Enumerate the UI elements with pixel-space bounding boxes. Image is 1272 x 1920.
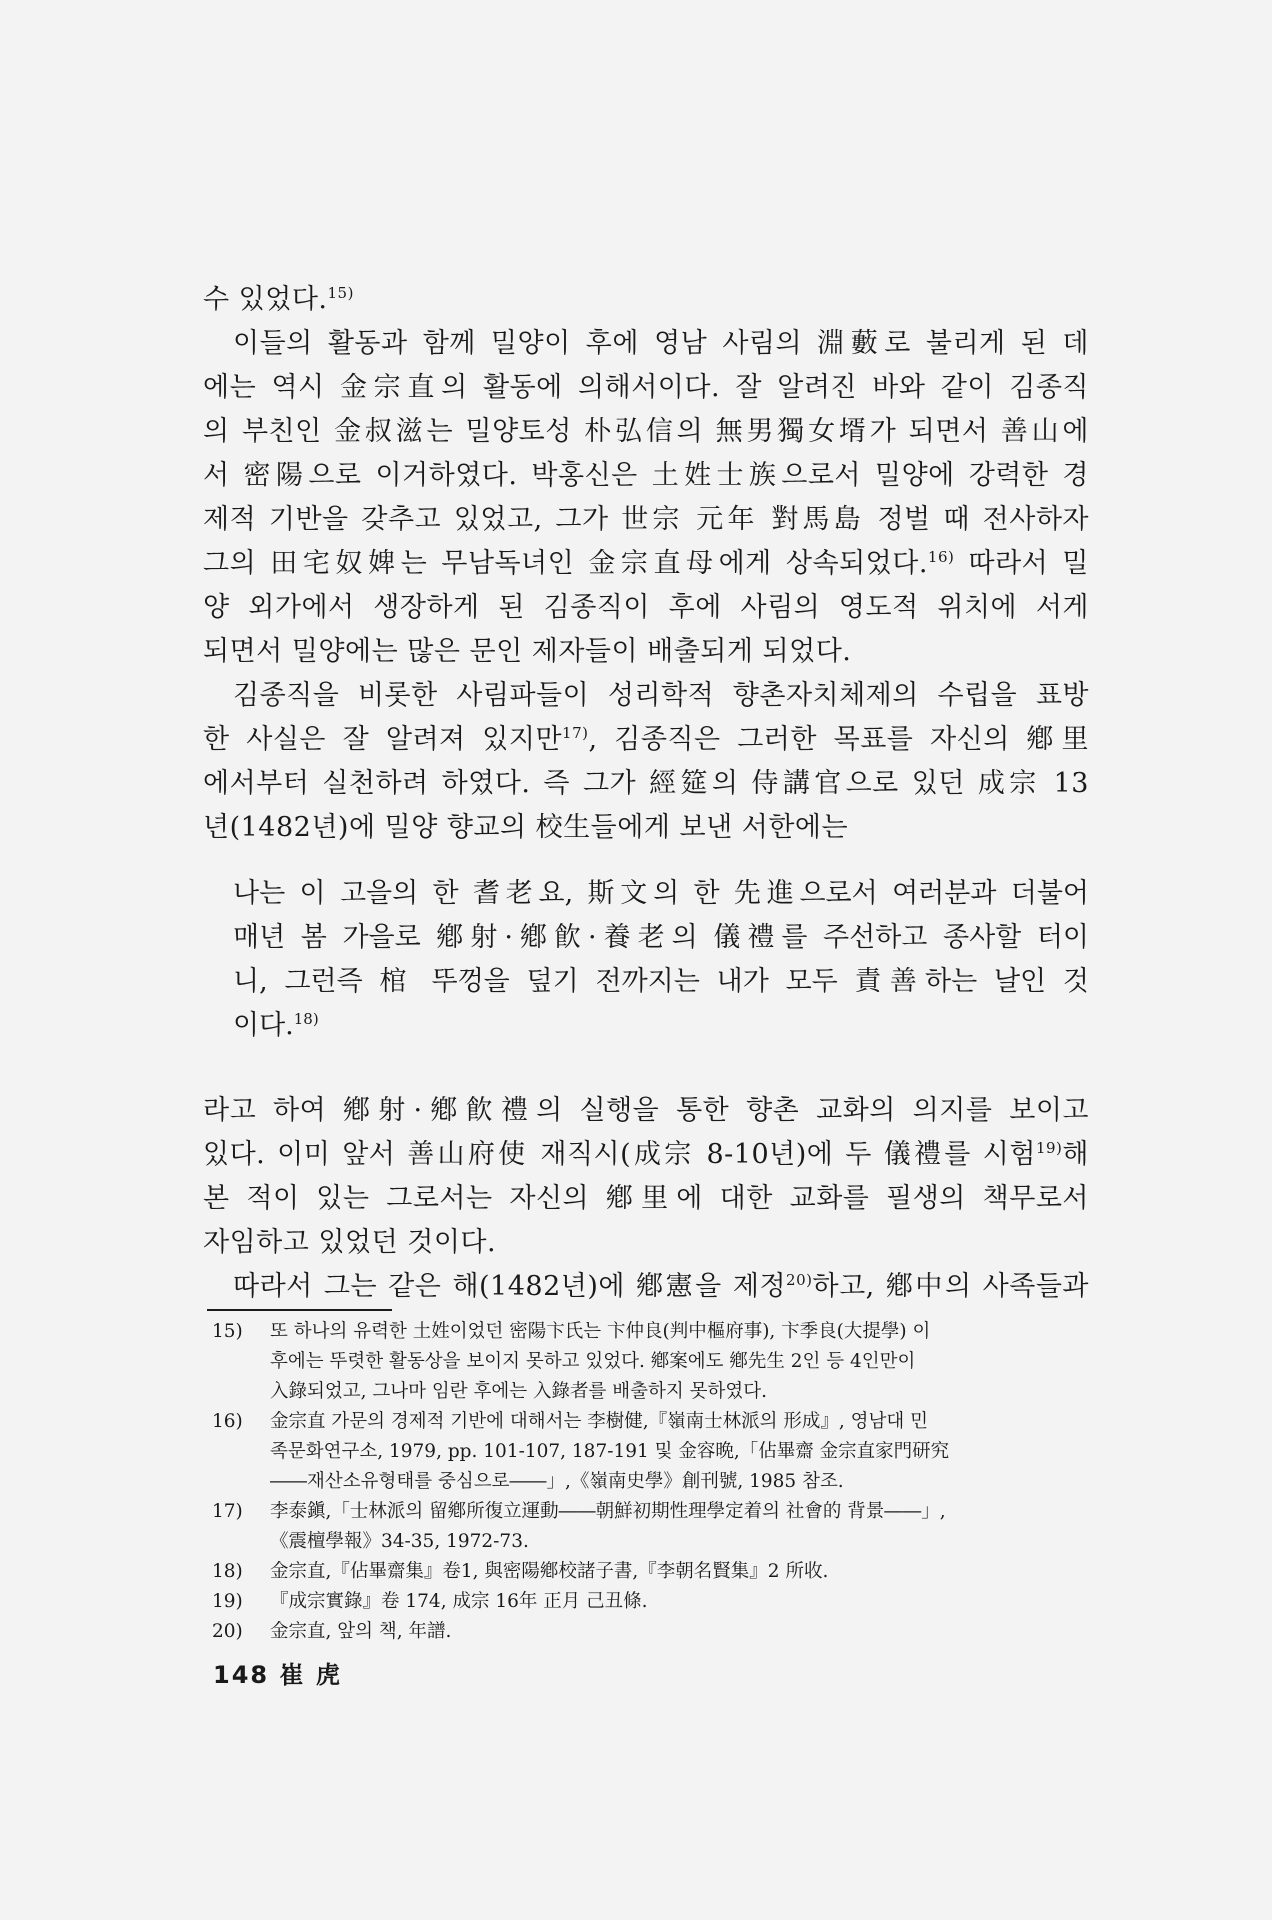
text-line: 그의 田宅奴婢는 무남독녀인 金宗直母에게 상속되었다.$^{16)}$ 따라서 밀 (203, 548, 1089, 579)
text-line: 에서부터 실천하려 하였다. 즉 그가 經筵의 侍講官으로 있던 成宗 13 (203, 768, 1089, 799)
footnote-16: 16) 金宗直 가문의 경제적 기반에 대해서는 李樹健,『嶺南士林派의 形成』, 영남대 민 (212, 1411, 928, 1432)
footnote-line: 족문화연구소, 1979, pp. 101-107, 187-191 및 金容晩,「佔畢齋 金宗直家門研究 (270, 1441, 950, 1462)
text-line: 되면서 밀양에는 많은 문인 제자들이 배출되게 되었다. (203, 636, 852, 667)
footnote-17: 17) 李泰鎭,「士林派의 留鄕所復立運動――朝鮮初期性理學定着의 社會的 背景――」, (212, 1501, 946, 1522)
footnote-18: 18) 金宗直,『佔畢齋集』卷1, 與密陽鄕校諸子書,『李朝名賢集』2 所收. (212, 1561, 829, 1582)
footnote-line: 《震檀學報》34-35, 1972-73. (270, 1531, 529, 1552)
text-line: 제적 기반을 갖추고 있었고, 그가 世宗 元年 對馬島 정벌 때 전사하자 (203, 504, 1089, 535)
footnote-15: 15) 또 하나의 유력한 土姓이었던 密陽卞氏는 卞仲良(判中樞府事), 卞季良(大提學) 이 (212, 1321, 931, 1342)
text-line: 라고 하여 鄕射·鄕飮禮의 실행을 통한 향촌 교화의 의지를 보이고 (203, 1095, 1089, 1126)
page-number: 148 (213, 1661, 270, 1689)
text-line: 수 있었다.$^{15)}$ (203, 284, 354, 315)
quote-line: 나는 이 고을의 한 耆老요, 斯文의 한 先進으로서 여러분과 더불어 (233, 878, 1089, 909)
quote-line: 니, 그런즉 棺 뚜껑을 덮기 전까지는 내가 모두 責善하는 날인 것 (233, 966, 1089, 997)
quote-line: 이다.$^{18)}$ (233, 1010, 319, 1041)
text-line: 양 외가에서 생장하게 된 김종직이 후에 사림의 영도적 위치에 서게 (203, 592, 1089, 623)
text-line: 이들의 활동과 함께 밀양이 후에 영남 사림의 淵藪로 불리게 된 데 (233, 328, 1089, 359)
text-line: 한 사실은 잘 알려져 있지만$^{17)}$, 김종직은 그러한 목표를 자신의 鄕里 (203, 724, 1089, 755)
author-name: 崔 虎 (279, 1661, 342, 1689)
footnote-line: 入錄되었고, 그나마 임란 후에는 入錄者를 배출하지 못하였다. (270, 1381, 767, 1402)
text-line: 에는 역시 金宗直의 활동에 의해서이다. 잘 알려진 바와 같이 김종직 (203, 372, 1089, 403)
quote-line: 매년 봄 가을로 鄕射·鄕飮·養老의 儀禮를 주선하고 종사할 터이 (233, 922, 1089, 953)
text-line: 의 부친인 金叔滋는 밀양토성 朴弘信의 無男獨女壻가 되면서 善山에 (203, 416, 1089, 447)
text-line: 김종직을 비롯한 사림파들이 성리학적 향촌자치체제의 수립을 표방 (233, 680, 1089, 711)
footnote-line: ――재산소유형태를 중심으로――」,《嶺南史學》創刊號, 1985 참조. (270, 1471, 844, 1492)
text-line: 있다. 이미 앞서 善山府使 재직시(成宗 8-10년)에 두 儀禮를 시험$^{19)}$해 (203, 1139, 1089, 1170)
footnotes (212, 1317, 1092, 1647)
block-quote (233, 872, 1089, 1048)
main-paragraphs (203, 278, 1089, 850)
footnote-20: 20) 金宗直, 앞의 책, 年譜. (212, 1621, 452, 1642)
text-line: 서 密陽으로 이거하였다. 박홍신은 土姓士族으로서 밀양에 강력한 경 (203, 460, 1089, 491)
footnote-separator (207, 1309, 392, 1311)
continuation-paragraphs (203, 1089, 1089, 1309)
text-line: 자임하고 있었던 것이다. (203, 1227, 497, 1258)
footnote-line: 후에는 뚜렷한 활동상을 보이지 못하고 있었다. 鄕案에도 鄕先生 2인 등 4인만이 (270, 1351, 916, 1372)
text-line: 본 적이 있는 그로서는 자신의 鄕里에 대한 교화를 필생의 책무로서 (203, 1183, 1089, 1214)
text-line: 년(1482년)에 밀양 향교의 校生들에게 보낸 서한에는 (203, 812, 849, 843)
text-line: 따라서 그는 같은 해(1482년)에 鄕憲을 제정$^{20)}$하고, 鄕中의 사족들과 (233, 1271, 1089, 1302)
page-footer (213, 1655, 342, 1690)
footnote-19: 19) 『成宗實錄』卷 174, 成宗 16年 正月 己丑條. (212, 1591, 648, 1612)
